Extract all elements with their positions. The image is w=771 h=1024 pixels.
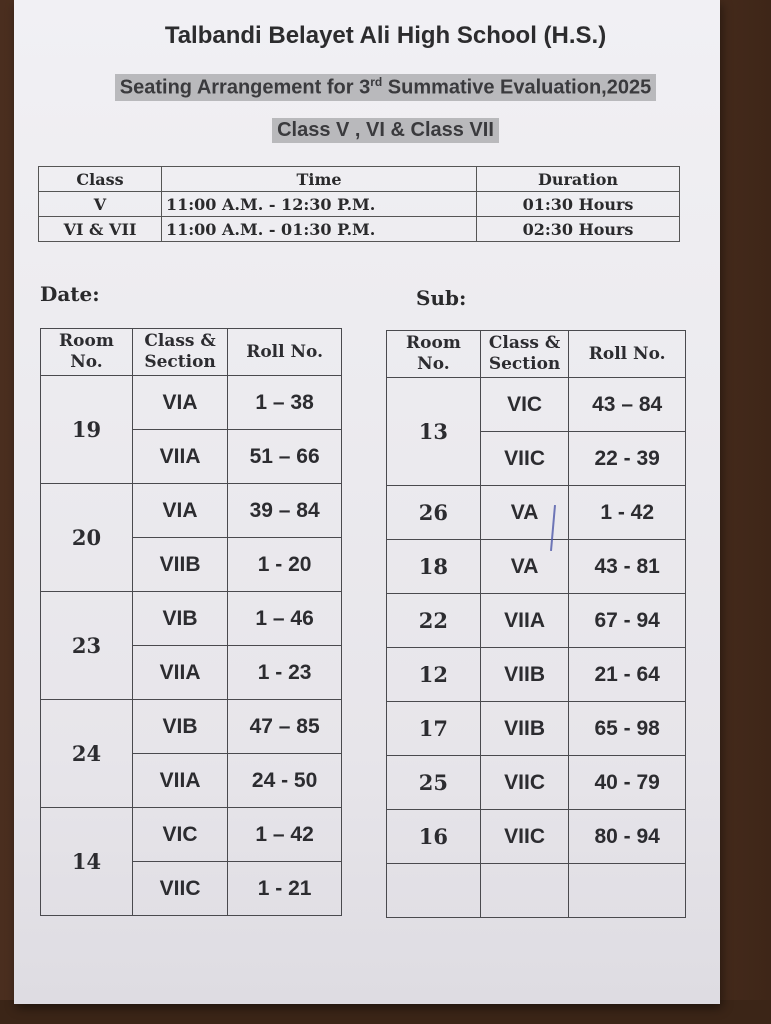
roll-range: 1 - 42: [569, 486, 686, 540]
room-number: 16: [387, 810, 481, 864]
timing-row: [39, 192, 680, 217]
timing-header-class: Class: [39, 167, 162, 192]
empty-cell: [480, 864, 569, 918]
class-section: VIA: [132, 484, 227, 538]
class-section: VIB: [132, 592, 227, 646]
timing-duration: 01:30 Hours: [477, 192, 680, 217]
class-section: VIIC: [480, 810, 569, 864]
seating-row: [387, 810, 686, 864]
class-section: VIA: [132, 376, 227, 430]
timing-class: VI & VII: [39, 217, 162, 242]
room-number: 23: [41, 592, 133, 700]
roll-range: 1 – 42: [228, 808, 342, 862]
roll-range: 47 – 85: [228, 700, 342, 754]
class-section: VA: [480, 486, 569, 540]
room-number: 22: [387, 594, 481, 648]
seating-row: [387, 378, 686, 432]
class-section: VIIA: [132, 754, 227, 808]
class-section: VIIC: [480, 432, 569, 486]
roll-range: 80 - 94: [569, 810, 686, 864]
class-section: VIC: [132, 808, 227, 862]
timing-header-duration: Duration: [477, 167, 680, 192]
timing-header-row: [39, 167, 680, 192]
room-number: 25: [387, 756, 481, 810]
roll-range: 1 – 38: [228, 376, 342, 430]
room-number: 24: [41, 700, 133, 808]
class-section: VIIC: [132, 862, 227, 916]
class-section: VIIB: [480, 648, 569, 702]
class-heading: [0, 118, 771, 143]
roll-range: 67 - 94: [569, 594, 686, 648]
timing-class: V: [39, 192, 162, 217]
room-number: 19: [41, 376, 133, 484]
roll-range: 22 - 39: [569, 432, 686, 486]
room-number: 14: [41, 808, 133, 916]
seating-row: [387, 486, 686, 540]
roll-range: 24 - 50: [228, 754, 342, 808]
seating-row: [387, 702, 686, 756]
room-number: 17: [387, 702, 481, 756]
room-number: 12: [387, 648, 481, 702]
seating-row: [41, 484, 342, 538]
date-label: Date:: [40, 282, 100, 306]
timing-row: [39, 217, 680, 242]
roll-range: 43 – 84: [569, 378, 686, 432]
class-section: VIIA: [480, 594, 569, 648]
title-suffix: Summative Evaluation,2025: [382, 76, 652, 99]
header-class-section: Class & Section: [132, 329, 227, 376]
class-section: VIIB: [480, 702, 569, 756]
seating-header-row: [41, 329, 342, 376]
class-heading-text: Class V , VI & Class VII: [272, 118, 499, 143]
seating-row: [387, 756, 686, 810]
roll-range: 1 - 23: [228, 646, 342, 700]
roll-range: 1 - 20: [228, 538, 342, 592]
class-section: VIIC: [480, 756, 569, 810]
seating-row: [41, 700, 342, 754]
header-class-section: Class & Section: [480, 331, 569, 378]
notice-title-highlight: [115, 74, 656, 101]
class-section: VIIA: [132, 646, 227, 700]
timing-time: 11:00 A.M. - 12:30 P.M.: [162, 192, 477, 217]
seating-table-right: [386, 330, 686, 918]
roll-range: 51 – 66: [228, 430, 342, 484]
seating-row: [41, 376, 342, 430]
timing-table: [38, 166, 680, 242]
class-section: VIC: [480, 378, 569, 432]
seating-row: [387, 540, 686, 594]
room-number: 26: [387, 486, 481, 540]
roll-range: 39 – 84: [228, 484, 342, 538]
seating-table-left: [40, 328, 342, 916]
roll-range: 1 – 46: [228, 592, 342, 646]
school-name: Talbandi Belayet Ali High School (H.S.): [164, 22, 607, 49]
timing-duration: 02:30 Hours: [477, 217, 680, 242]
title-prefix: Seating Arrangement for 3: [119, 76, 371, 99]
header-roll-no: Roll No.: [569, 331, 686, 378]
empty-row: [387, 864, 686, 918]
class-section: VIB: [132, 700, 227, 754]
timing-time: 11:00 A.M. - 01:30 P.M.: [162, 217, 477, 242]
room-number: 18: [387, 540, 481, 594]
roll-range: 1 - 21: [228, 862, 342, 916]
class-section: VIIA: [132, 430, 227, 484]
seating-row: [41, 592, 342, 646]
notice-title: [0, 74, 771, 101]
header-roll-no: Roll No.: [228, 329, 342, 376]
empty-cell: [569, 864, 686, 918]
roll-range: 43 - 81: [569, 540, 686, 594]
room-number: 13: [387, 378, 481, 486]
seating-row: [387, 648, 686, 702]
seating-row: [41, 808, 342, 862]
title-superscript: rd: [370, 75, 383, 89]
roll-range: 40 - 79: [569, 756, 686, 810]
class-section: VA: [480, 540, 569, 594]
header-room: Room No.: [41, 329, 133, 376]
seating-header-row: [387, 331, 686, 378]
roll-range: 65 - 98: [569, 702, 686, 756]
subject-label: Sub:: [416, 286, 467, 310]
roll-range: 21 - 64: [569, 648, 686, 702]
seating-row: [387, 594, 686, 648]
class-section: VIIB: [132, 538, 227, 592]
room-number: 20: [41, 484, 133, 592]
empty-cell: [387, 864, 481, 918]
header-room: Room No.: [387, 331, 481, 378]
timing-header-time: Time: [162, 167, 477, 192]
